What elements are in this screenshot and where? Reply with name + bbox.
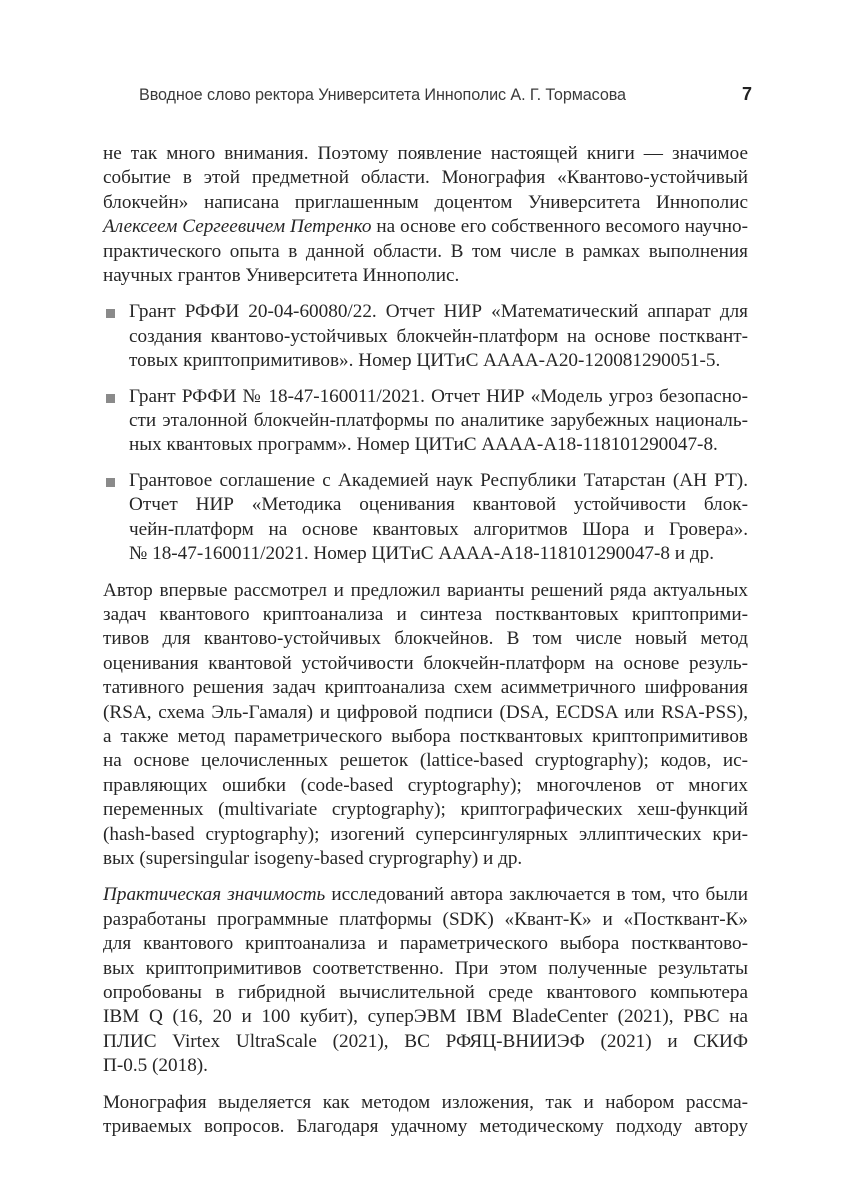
paragraph-intro (103, 142, 748, 288)
text-line: Грантовое соглашение с Академией наук Республики Татарстан (АН РТ). (129, 469, 748, 491)
text-line: блокчейн» написана приглашенным доцентом Университета Иннополис (103, 191, 748, 213)
text-line: вых (supersingular isogeny-based cryprography) и др. (103, 847, 523, 869)
text-line: IBM Q (16, 20 и 100 кубит), суперЭВМ IBM BladeCenter (2021), РВС на (103, 1006, 748, 1028)
paragraph-practical (103, 883, 748, 1078)
text-span: на основе его собственного весомого научно- (371, 216, 748, 238)
text-line: (RSA, схема Эль-Гамаля) и цифровой подписи (DSA, ECDSA или RSA-PSS), (103, 701, 748, 723)
text-line: Грант РФФИ № 18-47-160011/2021. Отчет НИР «Модель угроз безопасно- (129, 385, 748, 407)
text-line: не так много внимания. Поэтому появление настоящей книги — значимое (103, 143, 748, 164)
text-line: Монография выделяется как методом изложения, так и набором рассма- (103, 1091, 748, 1113)
text-line: № 18-47-160011/2021. Номер ЦИТиС АААА-А18-118101290047-8 и др. (129, 543, 715, 565)
text-line: создания квантово-устойчивых блокчейн-платформ на основе постквант- (129, 325, 748, 347)
text-line (103, 883, 748, 907)
author-name-italic: Алексеем Сергеевичем Петренко (103, 216, 372, 238)
text-line: Отчет НИР «Методика оценивания квантовой устойчивости блок- (129, 494, 748, 516)
page-number: 7 (742, 84, 753, 104)
text-span: исследований автора заключается в том, что были (325, 884, 748, 906)
square-bullet-icon (106, 394, 115, 403)
text-line: для квантового криптоанализа и параметрического выбора постквантово- (103, 933, 748, 955)
text-line: правляющих ошибки (code-based cryptography); многочленов от многих (103, 774, 748, 796)
text-line: научных грантов Университета Иннополис. (103, 265, 460, 287)
square-bullet-icon (106, 309, 115, 318)
text-line: задач квантового криптоанализа и синтеза постквантовых криптоприми- (103, 603, 748, 625)
text-line: на основе целочисленных решеток (lattice-based cryptography); кодов, ис- (103, 750, 748, 772)
body-text (103, 142, 748, 1151)
text-line: тивов для квантово-устойчивых блокчейнов. В том числе новый метод (103, 628, 748, 650)
text-line: вых криптопримитивов соответственно. При этом полученные результаты (103, 957, 748, 979)
text-line: событие в этой предметной области. Монография «Квантово-устойчивый (103, 167, 748, 189)
text-line: П-0.5 (2018). (103, 1055, 208, 1077)
running-header: Вводное слово ректора Университета Иннополис А. Г. Тормасова (139, 86, 626, 104)
text-line: ПЛИС Virtex UltraScale (2021), ВС РФЯЦ-ВНИИЭФ (2021) и СКИФ (103, 1030, 748, 1052)
text-line: ных квантовых программ». Номер ЦИТиС АААА-А18-118101290047-8. (129, 434, 718, 456)
text-line: Автор впервые рассмотрел и предложил варианты решений ряда актуальных (103, 579, 748, 601)
grants-list (103, 300, 748, 566)
square-bullet-icon (106, 478, 115, 487)
text-line: а также метод параметрического выбора постквантовых криптопримитивов (103, 725, 748, 747)
text-line: опробованы в гибридной вычислительной среде квантового компьютера (103, 982, 748, 1003)
text-line: Грант РФФИ 20-04-60080/22. Отчет НИР «Математический аппарат для (129, 301, 748, 323)
text-line: тативного решения задач криптоанализа схем асимметричного шифрования (103, 677, 748, 699)
text-line: сти эталонной блокчейн-платформы по аналитике зарубежных националь- (129, 410, 748, 432)
text-line: оценивания квантовой устойчивости блокчейн-платформ на основе резуль- (103, 652, 748, 674)
practical-significance-italic: Практическая значимость (103, 884, 326, 906)
text-line: практического опыта в данной области. В том числе в рамках выполнения (103, 240, 748, 262)
text-line: разработаны программные платформы (SDK) «Квант-К» и «Постквант-К» (103, 908, 748, 930)
list-item (103, 300, 748, 373)
list-item (103, 469, 748, 567)
text-line: триваемых вопросов. Благодаря удачному методическому подходу автору (103, 1116, 748, 1138)
text-line: переменных (multivariate cryptography); криптографических хеш-функций (103, 799, 748, 821)
paragraph-research (103, 579, 748, 872)
paragraph-monograph (103, 1091, 748, 1140)
list-item (103, 385, 748, 458)
text-line: товых криптопримитивов». Номер ЦИТиС АААА-А20-120081290051-5. (129, 350, 721, 372)
text-line: чейн-платформ на основе квантовых алгоритмов Шора и Гровера». (129, 518, 748, 540)
text-line: (hash-based cryptography); изогений суперсингулярных эллиптических кри- (103, 823, 748, 845)
text-line (103, 215, 748, 239)
